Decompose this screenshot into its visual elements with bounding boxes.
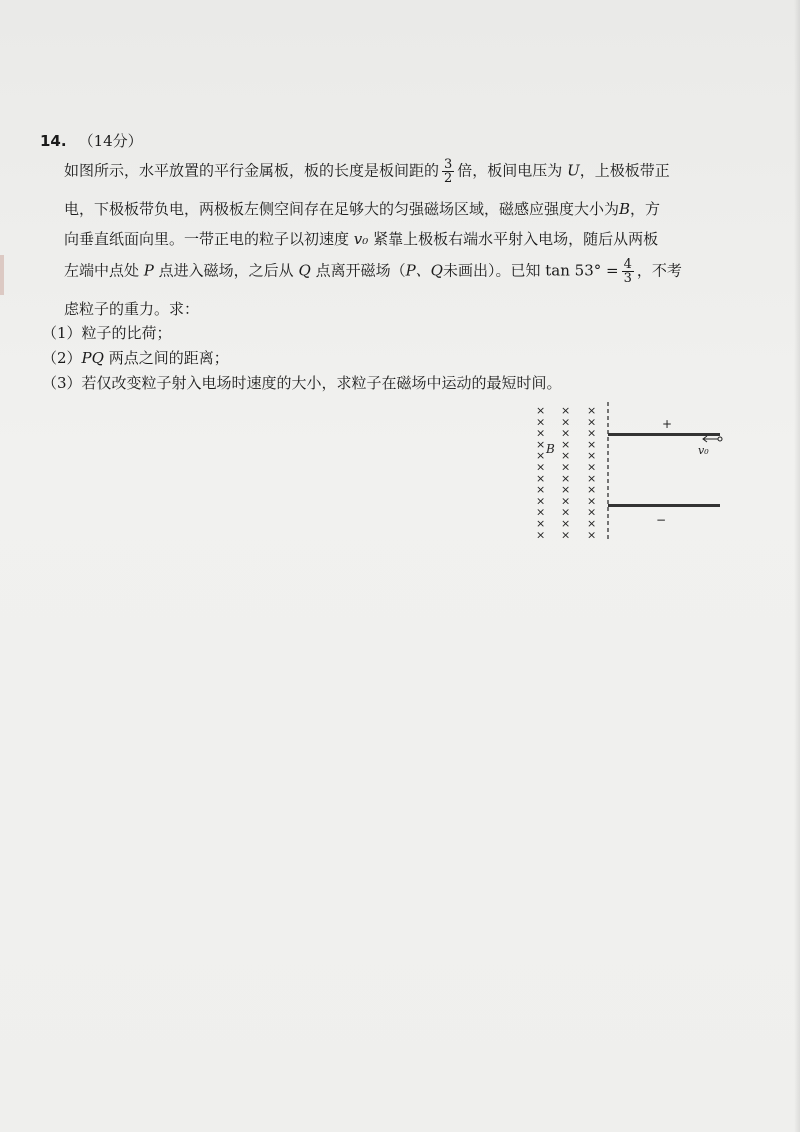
field-x-mark: × bbox=[587, 483, 597, 497]
page-edge-mark bbox=[0, 255, 4, 295]
stem-line-2: 电，下极板带负电，两极板左侧空间存在足够大的匀强磁场区域，磁感应强度大小为B，方 bbox=[64, 200, 661, 218]
fraction-4-3: $\frac{4}{3}$ bbox=[623, 257, 632, 286]
field-x-mark: × bbox=[536, 494, 546, 508]
variable-b: B bbox=[619, 200, 631, 218]
field-x-mark: × bbox=[536, 415, 546, 429]
variable-q: Q bbox=[298, 261, 311, 280]
figure-svg bbox=[528, 400, 748, 550]
stem-line-4: 左端中点处 P 点进入磁场，之后从 Q 点离开磁场（P、Q未画出）。已知 tan 53° = $\frac{4}{3}$ ，不考 bbox=[64, 257, 682, 286]
field-x-mark: × bbox=[587, 494, 597, 508]
field-x-mark: × bbox=[536, 528, 546, 542]
question-score: （14分） bbox=[78, 132, 143, 150]
field-x-mark: × bbox=[587, 415, 597, 429]
field-x-mark: × bbox=[536, 517, 546, 530]
question-number: 14. bbox=[40, 132, 67, 150]
field-x-mark: × bbox=[536, 483, 546, 497]
field-x-mark: × bbox=[587, 471, 597, 485]
field-x-mark: × bbox=[561, 437, 571, 451]
field-x-mark: × bbox=[561, 404, 571, 417]
question-header bbox=[40, 130, 143, 151]
field-x-mark: × bbox=[587, 505, 597, 519]
field-x-mark: × bbox=[561, 415, 571, 429]
sub-question-1: （1）粒子的比荷； bbox=[42, 324, 172, 342]
field-x-mark: × bbox=[536, 404, 546, 417]
minus-sign: − bbox=[656, 513, 667, 527]
variable-p: P bbox=[143, 261, 154, 280]
field-x-mark: × bbox=[561, 449, 571, 463]
stem-line-1: 如图所示，水平放置的平行金属板，板的长度是板间距的 $\frac{3}{2}$ 倍，板间电压为 U，上极板带正 bbox=[64, 157, 670, 186]
sub-question-2: （2）PQ 两点之间的距离； bbox=[42, 349, 229, 367]
field-x-mark: × bbox=[561, 505, 571, 519]
field-x-mark: × bbox=[536, 460, 546, 474]
field-x-mark: × bbox=[587, 437, 597, 451]
stem-line-3: 向垂直纸面向里。一带正电的粒子以初速度 v₀ 紧靠上极板右端水平射入电场，随后从两板 bbox=[64, 230, 659, 248]
particle bbox=[718, 437, 722, 441]
field-x-mark: × bbox=[587, 460, 597, 474]
variable-v0: v₀ bbox=[353, 230, 369, 248]
field-x-mark: × bbox=[587, 404, 597, 417]
field-x-mark: × bbox=[536, 471, 546, 485]
field-x-mark: × bbox=[561, 528, 571, 542]
field-x-mark: × bbox=[561, 426, 571, 440]
field-x-mark: × bbox=[561, 460, 571, 474]
upper-plate bbox=[608, 433, 720, 436]
tan-expression: tan 53° = bbox=[545, 261, 619, 280]
variable-pq: P、Q bbox=[405, 261, 443, 280]
field-x-mark: × bbox=[561, 494, 571, 508]
field-x-mark: × bbox=[561, 483, 571, 497]
sub-question-3: （3）若仅改变粒子射入电场时速度的大小，求粒子在磁场中运动的最短时间。 bbox=[42, 374, 562, 392]
magnetic-field-marks bbox=[536, 404, 596, 541]
field-x-mark: × bbox=[561, 517, 571, 530]
fraction-3-2: $\frac{3}{2}$ bbox=[444, 157, 453, 186]
lower-plate bbox=[608, 504, 720, 507]
stem-line-5: 虑粒子的重力。求： bbox=[64, 300, 200, 318]
field-x-mark: × bbox=[561, 471, 571, 485]
plus-sign: + bbox=[662, 417, 673, 431]
variable-u: U bbox=[567, 161, 580, 180]
velocity-label: v₀ bbox=[698, 444, 709, 457]
page-edge-shadow bbox=[794, 0, 800, 1132]
field-x-mark: × bbox=[536, 437, 546, 451]
field-x-mark: × bbox=[587, 528, 597, 542]
field-x-mark: × bbox=[587, 517, 597, 530]
field-x-mark: × bbox=[536, 505, 546, 519]
field-x-mark: × bbox=[587, 449, 597, 463]
field-x-mark: × bbox=[536, 426, 546, 440]
field-label-b: B bbox=[546, 442, 555, 456]
physics-figure bbox=[528, 400, 748, 550]
field-x-mark: × bbox=[587, 426, 597, 440]
field-x-mark: × bbox=[536, 449, 546, 463]
